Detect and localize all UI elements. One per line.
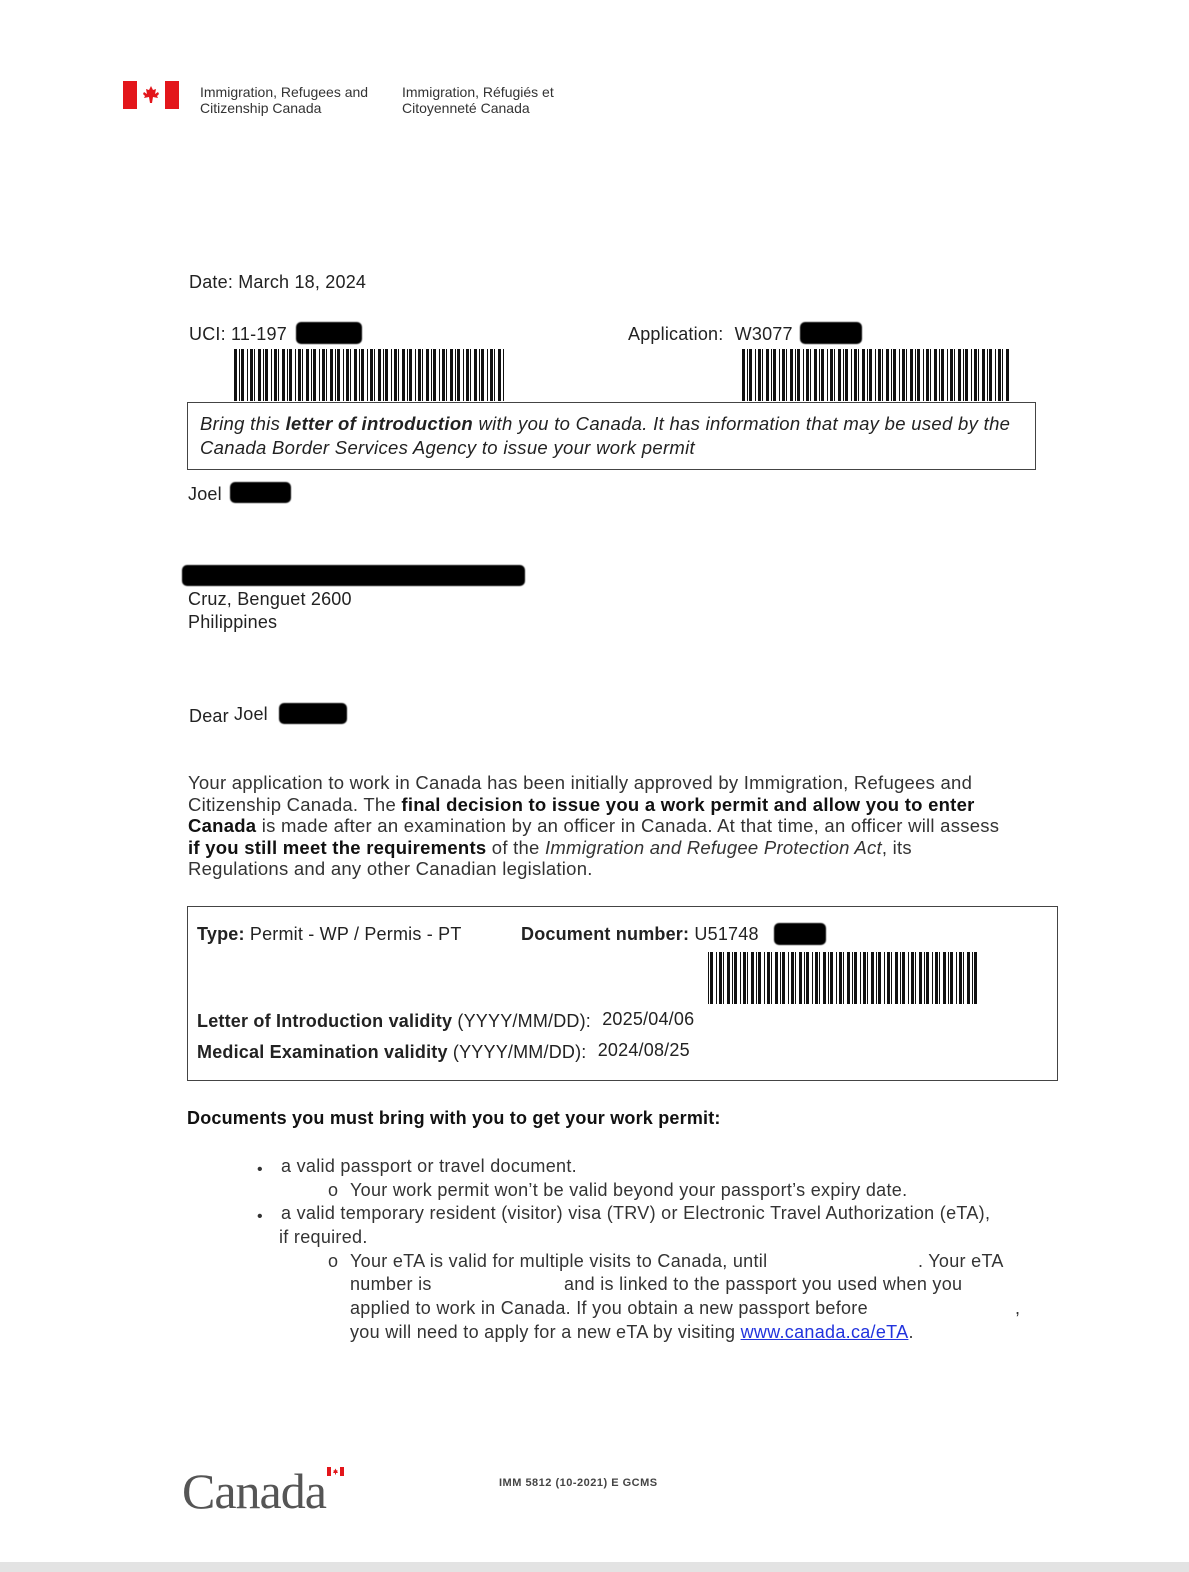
barcode-bar <box>479 349 480 401</box>
application-barcode <box>742 349 1012 401</box>
document-number-barcode <box>708 952 980 1004</box>
barcode-bar <box>708 952 709 1004</box>
barcode-bar <box>934 349 937 401</box>
barcode-bar <box>740 952 741 1004</box>
intro-bold-text: letter of introduction <box>285 413 474 434</box>
barcode-bar <box>409 349 412 401</box>
date-value: March 18, 2024 <box>238 272 367 292</box>
barcode-bar <box>974 952 977 1004</box>
barcode-bar <box>858 349 859 401</box>
salutation <box>189 706 268 727</box>
barcode-bar <box>795 952 796 1004</box>
barcode-bar <box>852 952 853 1004</box>
eta-passport-text-end: , <box>1015 1298 1021 1318</box>
barcode-bar <box>790 349 793 401</box>
barcode-bar <box>902 952 905 1004</box>
barcode-bar <box>863 952 866 1004</box>
barcode-bar <box>263 349 264 401</box>
medical-validity-format: (YYYY/MM/DD): <box>452 1042 587 1062</box>
barcode-bar <box>854 349 857 401</box>
barcode-bar <box>282 349 285 401</box>
eta-apply-text <box>350 1321 914 1345</box>
barcode-bar <box>487 349 488 401</box>
barcode-bar <box>947 349 948 401</box>
barcode-bar <box>287 349 288 401</box>
barcode-bar <box>959 952 962 1004</box>
barcode-bar <box>982 349 985 401</box>
barcode-bar <box>867 952 868 1004</box>
list-subitem-passport-expiry: Your work permit won’t be valid beyond your passport’s expiry date. <box>350 1180 908 1200</box>
barcode-bar <box>878 349 881 401</box>
barcode-bar <box>734 952 737 1004</box>
document-type <box>197 924 462 945</box>
barcode-bar <box>948 952 949 1004</box>
barcode-bar <box>926 349 929 401</box>
document-type-value: Permit - WP / Permis - PT <box>249 924 462 944</box>
barcode-bar <box>498 349 501 401</box>
loi-validity-label: Letter of Introduction validity <box>197 1011 453 1031</box>
intro-text-cont: with you to Canada. It has information that may be used by the <box>473 413 1011 434</box>
barcode-bar <box>911 952 914 1004</box>
barcode-bar <box>819 349 820 401</box>
para-line2: Citizenship Canada. The <box>188 793 402 815</box>
redaction-bar <box>296 322 362 344</box>
barcode-bar <box>346 349 349 401</box>
para-line5: Regulations and any other Canadian legislation. <box>188 858 593 879</box>
intro-line2: Canada Border Services Agency to issue your work permit <box>200 437 695 458</box>
barcode-bar <box>895 952 898 1004</box>
barcode-bar <box>747 952 748 1004</box>
para-line3: is made after an examination by an officer in Canada. At that time, an officer will assess <box>256 815 1000 836</box>
barcode-bar <box>893 349 896 401</box>
barcode-bar <box>326 349 327 401</box>
barcode-bar <box>884 952 885 1004</box>
barcode-bar <box>747 349 748 401</box>
barcode-bar <box>756 952 757 1004</box>
address-line2: Cruz, Benguet 2600 <box>188 589 352 609</box>
bullet-glyph: • <box>257 1208 263 1225</box>
barcode-bar <box>775 952 778 1004</box>
eta-passport-text: applied to work in Canada. If you obtain a new passport before <box>350 1298 868 1318</box>
barcode-bar <box>385 349 388 401</box>
letter-of-introduction-notice <box>187 402 1036 470</box>
barcode-bar <box>766 349 769 401</box>
barcode-bar <box>815 952 818 1004</box>
barcode-bar <box>917 349 920 401</box>
barcode-bar <box>902 349 905 401</box>
barcode-bar <box>956 952 957 1004</box>
documents-heading: Documents you must bring with you to get your work permit: <box>187 1108 721 1128</box>
barcode-bar <box>797 349 800 401</box>
barcode-bar <box>780 952 781 1004</box>
barcode-bar <box>383 349 384 401</box>
date-line <box>189 272 366 293</box>
document-type-label: Type: <box>197 924 245 944</box>
barcode-bar <box>749 349 752 401</box>
barcode-bar <box>762 349 763 401</box>
application-value: W3077 <box>734 324 793 344</box>
dept-fr-line2: Citoyenneté Canada <box>402 100 530 116</box>
barcode-bar <box>978 349 979 401</box>
barcode-bar <box>900 952 901 1004</box>
barcode-bar <box>311 349 312 401</box>
barcode-bar <box>795 349 796 401</box>
barcode-bar <box>987 349 988 401</box>
barcode-bar <box>899 349 900 401</box>
barcode-bar <box>839 952 842 1004</box>
barcode-bar <box>836 952 837 1004</box>
barcode-bar <box>950 952 953 1004</box>
barcode-bar <box>773 349 776 401</box>
barcode-bar <box>751 952 754 1004</box>
barcode-bar <box>343 349 344 401</box>
dept-en-line1: Immigration, Refugees and <box>200 84 369 100</box>
barcode-bar <box>764 952 765 1004</box>
para-line4: of the <box>486 836 545 858</box>
eta-link-period: . <box>908 1322 914 1342</box>
barcode-bar <box>742 349 745 401</box>
barcode-bar <box>963 349 964 401</box>
barcode-bar <box>503 349 504 401</box>
barcode-bar <box>755 349 756 401</box>
barcode-bar <box>887 952 890 1004</box>
barcode-bar <box>481 349 484 401</box>
barcode-bar <box>812 952 813 1004</box>
barcode-bar <box>779 349 780 401</box>
barcode-bar <box>786 349 787 401</box>
barcode-bar <box>378 349 381 401</box>
barcode-bar <box>995 349 996 401</box>
barcode-bar <box>967 952 970 1004</box>
eta-validity-text-end: . Your eTA <box>918 1251 1004 1271</box>
barcode-bar <box>867 349 868 401</box>
barcode-bar <box>869 349 872 401</box>
date-label: Date: <box>189 272 234 292</box>
uci-barcode <box>234 349 506 401</box>
loi-validity-format: (YYYY/MM/DD): <box>457 1011 592 1031</box>
medical-validity-label: Medical Examination validity <box>197 1042 448 1062</box>
barcode-bar <box>915 349 916 401</box>
barcode-bar <box>431 349 432 401</box>
form-code: IMM 5812 (10-2021) E GCMS <box>499 1477 658 1489</box>
sub-bullet-glyph: o <box>328 1180 339 1200</box>
barcode-bar <box>335 349 336 401</box>
barcode-bar <box>234 349 237 401</box>
barcode-bar <box>965 349 968 401</box>
barcode-bar <box>788 952 789 1004</box>
barcode-bar <box>727 952 730 1004</box>
loi-validity-value: 2025/04/06 <box>602 1009 695 1029</box>
barcode-bar <box>935 952 938 1004</box>
barcode-bar <box>799 952 802 1004</box>
barcode-bar <box>494 349 495 401</box>
barcode-bar <box>418 349 421 401</box>
barcode-bar <box>771 349 772 401</box>
barcode-bar <box>271 349 272 401</box>
eta-apply-label: you will need to apply for a new eTA by visiting <box>350 1322 736 1342</box>
barcode-bar <box>828 952 829 1004</box>
barcode-bar <box>891 349 892 401</box>
barcode-bar <box>939 349 940 401</box>
barcode-bar <box>490 349 493 401</box>
document-number <box>521 924 759 945</box>
barcode-bar <box>932 952 933 1004</box>
uci-label: UCI: <box>189 324 226 344</box>
barcode-bar <box>910 349 913 401</box>
dept-fr-line1: Immigration, Réfugiés et <box>402 84 554 100</box>
barcode-bar <box>250 349 253 401</box>
barcode-bar <box>450 349 453 401</box>
barcode-bar <box>838 349 841 401</box>
barcode-bar <box>426 349 429 401</box>
barcode-bar <box>871 952 874 1004</box>
department-name-french <box>402 84 554 116</box>
barcode-bar <box>834 349 835 401</box>
barcode-bar <box>845 349 848 401</box>
barcode-bar <box>463 349 464 401</box>
para-line2-bold: final decision to issue you a work permit and allow you to enter <box>401 793 975 815</box>
medical-validity <box>197 1042 690 1063</box>
barcode-bar <box>455 349 456 401</box>
dept-en-line2: Citizenship Canada <box>200 100 322 116</box>
list-item-visa-line2: if required. <box>279 1227 368 1247</box>
barcode-bar <box>278 349 279 401</box>
list-item-visa-line1: a valid temporary resident (visitor) visa (TRV) or Electronic Travel Authorization (eTA), <box>281 1203 991 1223</box>
barcode-bar <box>821 349 824 401</box>
barcode-bar <box>843 952 844 1004</box>
barcode-bar <box>860 952 861 1004</box>
medical-validity-value: 2024/08/25 <box>597 1040 690 1060</box>
barcode-bar <box>289 349 292 401</box>
barcode-bar <box>433 349 436 401</box>
barcode-bar <box>806 952 809 1004</box>
eta-number-text-end: and is linked to the passport you used when you <box>564 1274 963 1294</box>
barcode-bar <box>971 349 972 401</box>
barcode-bar <box>924 952 925 1004</box>
barcode-bar <box>247 349 248 401</box>
eta-number-text: number is <box>350 1274 432 1294</box>
barcode-bar <box>878 952 881 1004</box>
barcode-bar <box>830 952 833 1004</box>
barcode-bar <box>791 952 794 1004</box>
barcode-bar <box>876 952 877 1004</box>
address-line3: Philippines <box>188 612 278 632</box>
barcode-bar <box>950 349 953 401</box>
para-act-name: Immigration and Refugee Protection Act <box>544 836 882 858</box>
barcode-bar <box>322 349 325 401</box>
barcode-bar <box>803 349 804 401</box>
barcode-bar <box>359 349 360 401</box>
barcode-bar <box>854 952 857 1004</box>
barcode-bar <box>474 349 477 401</box>
redaction-bar-address <box>182 565 525 586</box>
application-line <box>628 324 793 345</box>
barcode-bar <box>367 349 368 401</box>
barcode-bar <box>958 349 961 401</box>
barcode-bar <box>908 952 909 1004</box>
department-name-english <box>200 84 368 116</box>
barcode-bar <box>963 952 964 1004</box>
barcode-bar <box>830 349 833 401</box>
barcode-bar <box>806 349 809 401</box>
barcode-bar <box>782 349 785 401</box>
barcode-bar <box>374 349 375 401</box>
barcode-bar <box>319 349 320 401</box>
redaction-bar <box>774 923 826 945</box>
barcode-bar <box>827 349 828 401</box>
barcode-bar <box>943 952 946 1004</box>
barcode-bar <box>810 349 811 401</box>
barcode-bar <box>313 349 316 401</box>
barcode-bar <box>974 349 977 401</box>
barcode-bar <box>847 952 850 1004</box>
para-line3-bold: Canada <box>188 815 257 836</box>
barcode-bar <box>466 349 469 401</box>
barcode-bar <box>394 349 397 401</box>
barcode-bar <box>350 349 351 401</box>
para-line4-bold: if you still meet the requirements <box>188 836 487 858</box>
barcode-bar <box>843 349 844 401</box>
bullet-glyph: • <box>257 1161 263 1178</box>
barcode-bar <box>851 349 852 401</box>
document-number-label: Document number: <box>521 924 690 944</box>
barcode-bar <box>470 349 471 401</box>
sub-bullet-glyph: o <box>328 1251 339 1271</box>
barcode-bar <box>758 952 761 1004</box>
barcode-bar <box>1006 349 1009 401</box>
barcode-bar <box>743 952 746 1004</box>
document-number-value: U51748 <box>694 924 759 944</box>
approval-paragraph <box>188 772 1038 880</box>
barcode-bar <box>402 349 405 401</box>
barcode-bar <box>915 952 916 1004</box>
barcode-bar <box>989 349 992 401</box>
barcode-bar <box>926 952 929 1004</box>
salutation-word: Dear <box>189 706 229 726</box>
barcode-bar <box>930 349 931 401</box>
eta-validity-text: Your eTA is valid for multiple visits to Canada, until <box>350 1251 768 1271</box>
barcode-bar <box>891 952 892 1004</box>
wordmark-flag-icon <box>327 1467 344 1476</box>
loi-validity <box>197 1011 694 1032</box>
barcode-bar <box>941 349 944 401</box>
barcode-bar <box>241 349 244 401</box>
barcode-bar <box>767 952 770 1004</box>
barcode-bar <box>972 952 973 1004</box>
barcode-bar <box>391 349 392 401</box>
barcode-bar <box>298 349 301 401</box>
barcode-bar <box>370 349 373 401</box>
barcode-bar <box>819 952 820 1004</box>
uci-value: 11-197 <box>231 324 287 344</box>
barcode-bar <box>782 952 785 1004</box>
barcode-bar <box>723 952 724 1004</box>
application-label: Application: <box>628 324 724 344</box>
barcode-bar <box>446 349 447 401</box>
barcode-bar <box>716 952 717 1004</box>
redaction-bar <box>800 322 862 344</box>
barcode-bar <box>439 349 440 401</box>
barcode-bar <box>923 349 924 401</box>
redaction-bar <box>279 703 347 724</box>
canada-wordmark: Canada <box>182 1463 326 1519</box>
list-item-passport: a valid passport or travel document. <box>281 1156 577 1176</box>
barcode-bar <box>265 349 268 401</box>
barcode-bar <box>875 349 876 401</box>
barcode-bar <box>954 349 955 401</box>
eta-link[interactable]: www.canada.ca/eTA <box>740 1322 909 1342</box>
barcode-bar <box>415 349 416 401</box>
barcode-bar <box>457 349 460 401</box>
barcode-bar <box>407 349 408 401</box>
barcode-bar <box>1002 349 1003 401</box>
barcode-bar <box>337 349 340 401</box>
barcode-bar <box>906 349 907 401</box>
page-bottom-edge <box>0 1562 1189 1572</box>
barcode-bar <box>939 952 940 1004</box>
barcode-bar <box>295 349 296 401</box>
barcode-bar <box>274 349 277 401</box>
barcode-bar <box>758 349 761 401</box>
barcode-bar <box>998 349 1001 401</box>
barcode-bar <box>442 349 445 401</box>
barcode-bar <box>719 952 722 1004</box>
uci-line <box>189 324 287 345</box>
barcode-bar <box>732 952 733 1004</box>
salutation-name: Joel <box>234 704 268 724</box>
barcode-bar <box>804 952 805 1004</box>
redaction-bar <box>230 482 291 503</box>
barcode-bar <box>886 349 889 401</box>
barcode-bar <box>306 349 309 401</box>
barcode-bar <box>710 952 713 1004</box>
para-line1: Your application to work in Canada has been initially approved by Immigration, Refugees and <box>188 772 973 793</box>
barcode-bar <box>258 349 261 401</box>
barcode-bar <box>919 952 922 1004</box>
barcode-bar <box>354 349 357 401</box>
canada-flag-icon <box>123 81 179 109</box>
intro-text: Bring this <box>200 413 286 434</box>
barcode-bar <box>422 349 423 401</box>
barcode-bar <box>330 349 333 401</box>
recipient-name: Joel <box>188 484 222 504</box>
barcode-bar <box>823 952 826 1004</box>
barcode-bar <box>398 349 399 401</box>
barcode-bar <box>302 349 303 401</box>
barcode-bar <box>771 952 772 1004</box>
barcode-bar <box>814 349 817 401</box>
barcode-bar <box>882 349 883 401</box>
barcode-bar <box>361 349 364 401</box>
barcode-bar <box>254 349 255 401</box>
para-line4-end: , its <box>881 836 912 858</box>
barcode-bar <box>862 349 865 401</box>
barcode-bar <box>239 349 240 401</box>
